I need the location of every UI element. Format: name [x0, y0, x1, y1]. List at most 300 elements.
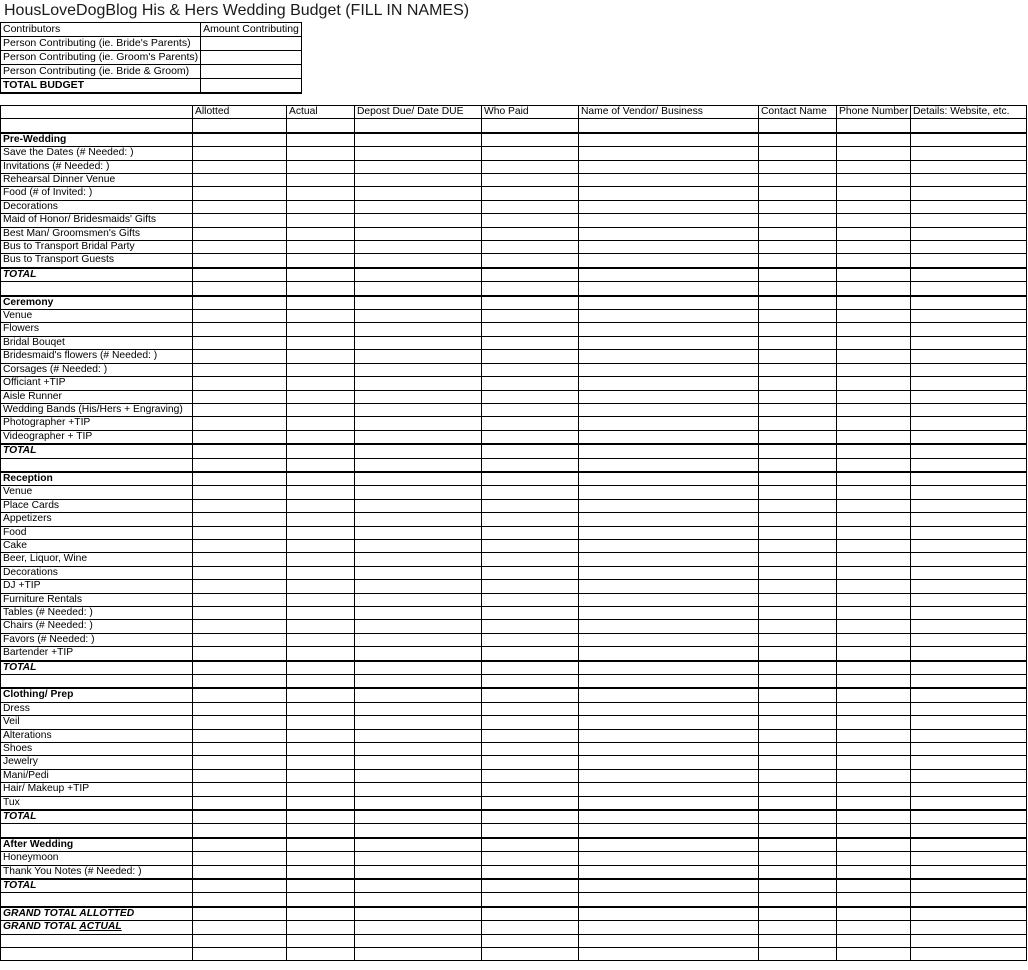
line-item-input-cell[interactable]: [355, 390, 482, 403]
line-item-input-cell[interactable]: [355, 553, 482, 566]
line-item-label[interactable]: Tux: [1, 796, 193, 810]
line-item-input-cell[interactable]: [193, 526, 287, 539]
line-item-input-cell[interactable]: [837, 633, 911, 646]
line-item-input-cell[interactable]: [579, 865, 759, 879]
line-item-input-cell[interactable]: [837, 363, 911, 376]
section-total-actual[interactable]: [287, 268, 355, 282]
line-item-input-cell[interactable]: [287, 647, 355, 661]
line-item-input-cell[interactable]: [193, 417, 287, 430]
line-item-input-cell[interactable]: [579, 539, 759, 552]
line-item-label[interactable]: Cake: [1, 539, 193, 552]
line-item-input-cell[interactable]: [193, 160, 287, 173]
line-item-input-cell[interactable]: [837, 187, 911, 200]
line-item-input-cell[interactable]: [579, 499, 759, 512]
line-item-input-cell[interactable]: [287, 513, 355, 526]
line-item-input-cell[interactable]: [193, 363, 287, 376]
line-item-input-cell[interactable]: [837, 430, 911, 444]
line-item-input-cell[interactable]: [837, 593, 911, 606]
line-item-input-cell[interactable]: [355, 241, 482, 254]
line-item-input-cell[interactable]: [355, 363, 482, 376]
line-item-input-cell[interactable]: [759, 254, 837, 268]
line-item-input-cell[interactable]: [482, 227, 579, 240]
line-item-input-cell[interactable]: [579, 417, 759, 430]
line-item-input-cell[interactable]: [837, 403, 911, 416]
line-item-input-cell[interactable]: [287, 620, 355, 633]
line-item-input-cell[interactable]: [355, 539, 482, 552]
line-item-input-cell[interactable]: [579, 377, 759, 390]
line-item-input-cell[interactable]: [287, 430, 355, 444]
line-item-input-cell[interactable]: [579, 513, 759, 526]
line-item-input-cell[interactable]: [911, 553, 1027, 566]
line-item-input-cell[interactable]: [287, 729, 355, 742]
line-item-input-cell[interactable]: [287, 743, 355, 756]
grand-total-allotted-value[interactable]: [193, 907, 287, 921]
line-item-input-cell[interactable]: [355, 377, 482, 390]
line-item-input-cell[interactable]: [759, 580, 837, 593]
line-item-label[interactable]: Appetizers: [1, 513, 193, 526]
line-item-input-cell[interactable]: [911, 865, 1027, 879]
line-item-input-cell[interactable]: [482, 716, 579, 729]
line-item-label[interactable]: Venue: [1, 486, 193, 499]
line-item-input-cell[interactable]: [482, 363, 579, 376]
line-item-input-cell[interactable]: [911, 743, 1027, 756]
line-item-input-cell[interactable]: [482, 147, 579, 160]
line-item-input-cell[interactable]: [837, 160, 911, 173]
line-item-input-cell[interactable]: [579, 729, 759, 742]
line-item-input-cell[interactable]: [482, 756, 579, 769]
line-item-input-cell[interactable]: [287, 783, 355, 796]
line-item-input-cell[interactable]: [837, 729, 911, 742]
line-item-input-cell[interactable]: [759, 526, 837, 539]
line-item-input-cell[interactable]: [759, 783, 837, 796]
line-item-input-cell[interactable]: [837, 526, 911, 539]
line-item-input-cell[interactable]: [482, 214, 579, 227]
line-item-input-cell[interactable]: [355, 606, 482, 619]
line-item-input-cell[interactable]: [759, 743, 837, 756]
line-item-input-cell[interactable]: [911, 729, 1027, 742]
line-item-input-cell[interactable]: [759, 200, 837, 213]
line-item-input-cell[interactable]: [355, 430, 482, 444]
line-item-input-cell[interactable]: [287, 553, 355, 566]
line-item-input-cell[interactable]: [759, 403, 837, 416]
line-item-input-cell[interactable]: [193, 606, 287, 619]
line-item-input-cell[interactable]: [193, 214, 287, 227]
line-item-input-cell[interactable]: [837, 310, 911, 323]
line-item-input-cell[interactable]: [837, 539, 911, 552]
line-item-input-cell[interactable]: [193, 227, 287, 240]
line-item-input-cell[interactable]: [287, 214, 355, 227]
line-item-input-cell[interactable]: [911, 160, 1027, 173]
line-item-input-cell[interactable]: [911, 430, 1027, 444]
line-item-input-cell[interactable]: [837, 796, 911, 810]
line-item-label[interactable]: Food (# of Invited: ): [1, 187, 193, 200]
line-item-input-cell[interactable]: [193, 241, 287, 254]
line-item-input-cell[interactable]: [355, 187, 482, 200]
line-item-label[interactable]: Wedding Bands (His/Hers + Engraving): [1, 403, 193, 416]
line-item-input-cell[interactable]: [759, 647, 837, 661]
line-item-input-cell[interactable]: [482, 729, 579, 742]
line-item-input-cell[interactable]: [482, 417, 579, 430]
line-item-input-cell[interactable]: [837, 852, 911, 865]
line-item-input-cell[interactable]: [579, 310, 759, 323]
line-item-input-cell[interactable]: [355, 227, 482, 240]
line-item-input-cell[interactable]: [579, 160, 759, 173]
section-total-actual[interactable]: [287, 879, 355, 893]
line-item-input-cell[interactable]: [579, 336, 759, 349]
line-item-input-cell[interactable]: [837, 336, 911, 349]
line-item-input-cell[interactable]: [911, 702, 1027, 715]
line-item-input-cell[interactable]: [193, 716, 287, 729]
line-item-input-cell[interactable]: [837, 580, 911, 593]
line-item-input-cell[interactable]: [482, 403, 579, 416]
line-item-input-cell[interactable]: [287, 865, 355, 879]
line-item-input-cell[interactable]: [193, 593, 287, 606]
line-item-input-cell[interactable]: [287, 363, 355, 376]
line-item-input-cell[interactable]: [355, 852, 482, 865]
grand-total-actual-allotted[interactable]: [193, 921, 287, 934]
line-item-input-cell[interactable]: [579, 390, 759, 403]
line-item-input-cell[interactable]: [837, 553, 911, 566]
line-item-input-cell[interactable]: [193, 486, 287, 499]
line-item-input-cell[interactable]: [579, 147, 759, 160]
line-item-input-cell[interactable]: [759, 486, 837, 499]
line-item-input-cell[interactable]: [193, 499, 287, 512]
line-item-input-cell[interactable]: [287, 486, 355, 499]
line-item-input-cell[interactable]: [355, 200, 482, 213]
line-item-input-cell[interactable]: [911, 526, 1027, 539]
line-item-input-cell[interactable]: [911, 323, 1027, 336]
line-item-input-cell[interactable]: [837, 769, 911, 782]
section-total-actual[interactable]: [287, 444, 355, 458]
line-item-input-cell[interactable]: [287, 336, 355, 349]
line-item-input-cell[interactable]: [482, 633, 579, 646]
line-item-label[interactable]: Dress: [1, 702, 193, 715]
line-item-input-cell[interactable]: [759, 852, 837, 865]
line-item-input-cell[interactable]: [911, 566, 1027, 579]
line-item-input-cell[interactable]: [837, 756, 911, 769]
line-item-input-cell[interactable]: [482, 647, 579, 661]
line-item-input-cell[interactable]: [759, 187, 837, 200]
line-item-input-cell[interactable]: [911, 350, 1027, 363]
line-item-input-cell[interactable]: [287, 390, 355, 403]
line-item-input-cell[interactable]: [355, 160, 482, 173]
line-item-input-cell[interactable]: [911, 783, 1027, 796]
line-item-input-cell[interactable]: [193, 729, 287, 742]
line-item-input-cell[interactable]: [287, 147, 355, 160]
line-item-input-cell[interactable]: [837, 417, 911, 430]
line-item-input-cell[interactable]: [759, 214, 837, 227]
line-item-input-cell[interactable]: [759, 417, 837, 430]
line-item-input-cell[interactable]: [579, 553, 759, 566]
line-item-label[interactable]: Hair/ Makeup +TIP: [1, 783, 193, 796]
line-item-input-cell[interactable]: [911, 852, 1027, 865]
line-item-input-cell[interactable]: [287, 769, 355, 782]
line-item-input-cell[interactable]: [911, 187, 1027, 200]
line-item-input-cell[interactable]: [911, 796, 1027, 810]
line-item-input-cell[interactable]: [287, 323, 355, 336]
line-item-input-cell[interactable]: [193, 200, 287, 213]
line-item-input-cell[interactable]: [355, 756, 482, 769]
line-item-input-cell[interactable]: [837, 200, 911, 213]
line-item-input-cell[interactable]: [911, 174, 1027, 187]
line-item-input-cell[interactable]: [355, 417, 482, 430]
line-item-label[interactable]: Chairs (# Needed: ): [1, 620, 193, 633]
line-item-input-cell[interactable]: [579, 241, 759, 254]
line-item-input-cell[interactable]: [193, 756, 287, 769]
line-item-input-cell[interactable]: [911, 363, 1027, 376]
line-item-input-cell[interactable]: [579, 174, 759, 187]
line-item-input-cell[interactable]: [911, 633, 1027, 646]
line-item-input-cell[interactable]: [482, 783, 579, 796]
line-item-input-cell[interactable]: [482, 323, 579, 336]
line-item-input-cell[interactable]: [759, 336, 837, 349]
line-item-input-cell[interactable]: [193, 852, 287, 865]
line-item-input-cell[interactable]: [759, 769, 837, 782]
line-item-input-cell[interactable]: [837, 513, 911, 526]
line-item-input-cell[interactable]: [579, 593, 759, 606]
section-total-allotted[interactable]: [193, 268, 287, 282]
line-item-input-cell[interactable]: [287, 633, 355, 646]
line-item-input-cell[interactable]: [193, 187, 287, 200]
line-item-input-cell[interactable]: [193, 647, 287, 661]
section-total-actual[interactable]: [287, 810, 355, 824]
line-item-input-cell[interactable]: [911, 417, 1027, 430]
line-item-label[interactable]: Bridal Bouqet: [1, 336, 193, 349]
section-total-allotted[interactable]: [193, 879, 287, 893]
line-item-label[interactable]: Food: [1, 526, 193, 539]
line-item-input-cell[interactable]: [287, 377, 355, 390]
line-item-input-cell[interactable]: [355, 647, 482, 661]
line-item-input-cell[interactable]: [579, 350, 759, 363]
line-item-input-cell[interactable]: [287, 310, 355, 323]
line-item-input-cell[interactable]: [287, 350, 355, 363]
grand-total-allotted-actual[interactable]: [287, 907, 355, 921]
line-item-label[interactable]: Thank You Notes (# Needed: ): [1, 865, 193, 879]
line-item-input-cell[interactable]: [355, 254, 482, 268]
line-item-input-cell[interactable]: [482, 336, 579, 349]
line-item-input-cell[interactable]: [482, 200, 579, 213]
line-item-input-cell[interactable]: [355, 147, 482, 160]
line-item-input-cell[interactable]: [759, 702, 837, 715]
line-item-input-cell[interactable]: [837, 620, 911, 633]
line-item-input-cell[interactable]: [193, 702, 287, 715]
line-item-input-cell[interactable]: [355, 865, 482, 879]
line-item-input-cell[interactable]: [287, 756, 355, 769]
line-item-input-cell[interactable]: [482, 350, 579, 363]
line-item-input-cell[interactable]: [911, 254, 1027, 268]
line-item-label[interactable]: Bridesmaid's flowers (# Needed: ): [1, 350, 193, 363]
line-item-input-cell[interactable]: [759, 227, 837, 240]
line-item-input-cell[interactable]: [759, 593, 837, 606]
line-item-label[interactable]: Best Man/ Groomsmen's Gifts: [1, 227, 193, 240]
line-item-input-cell[interactable]: [911, 377, 1027, 390]
line-item-input-cell[interactable]: [837, 350, 911, 363]
line-item-label[interactable]: Place Cards: [1, 499, 193, 512]
line-item-label[interactable]: Maid of Honor/ Bridesmaids' Gifts: [1, 214, 193, 227]
contributor-label-cell[interactable]: Person Contributing (ie. Groom's Parents): [1, 51, 201, 65]
line-item-label[interactable]: Mani/Pedi: [1, 769, 193, 782]
line-item-input-cell[interactable]: [837, 702, 911, 715]
line-item-input-cell[interactable]: [482, 769, 579, 782]
line-item-input-cell[interactable]: [355, 566, 482, 579]
line-item-label[interactable]: Save the Dates (# Needed: ): [1, 147, 193, 160]
line-item-input-cell[interactable]: [579, 633, 759, 646]
line-item-input-cell[interactable]: [759, 174, 837, 187]
line-item-input-cell[interactable]: [355, 729, 482, 742]
line-item-input-cell[interactable]: [759, 729, 837, 742]
line-item-input-cell[interactable]: [193, 553, 287, 566]
line-item-input-cell[interactable]: [837, 566, 911, 579]
contributor-amount-cell[interactable]: [201, 51, 302, 65]
line-item-label[interactable]: Videographer + TIP: [1, 430, 193, 444]
line-item-input-cell[interactable]: [911, 403, 1027, 416]
line-item-input-cell[interactable]: [579, 254, 759, 268]
line-item-input-cell[interactable]: [911, 716, 1027, 729]
line-item-input-cell[interactable]: [482, 377, 579, 390]
line-item-input-cell[interactable]: [287, 160, 355, 173]
line-item-input-cell[interactable]: [579, 214, 759, 227]
line-item-input-cell[interactable]: [759, 160, 837, 173]
line-item-input-cell[interactable]: [287, 200, 355, 213]
line-item-input-cell[interactable]: [482, 743, 579, 756]
line-item-label[interactable]: Furniture Rentals: [1, 593, 193, 606]
line-item-input-cell[interactable]: [911, 539, 1027, 552]
line-item-input-cell[interactable]: [482, 513, 579, 526]
line-item-input-cell[interactable]: [355, 796, 482, 810]
line-item-input-cell[interactable]: [837, 647, 911, 661]
section-total-allotted[interactable]: [193, 810, 287, 824]
line-item-input-cell[interactable]: [759, 323, 837, 336]
line-item-input-cell[interactable]: [482, 499, 579, 512]
line-item-input-cell[interactable]: [911, 769, 1027, 782]
line-item-input-cell[interactable]: [837, 227, 911, 240]
line-item-input-cell[interactable]: [355, 743, 482, 756]
line-item-input-cell[interactable]: [482, 254, 579, 268]
line-item-input-cell[interactable]: [355, 783, 482, 796]
line-item-input-cell[interactable]: [482, 430, 579, 444]
line-item-input-cell[interactable]: [911, 486, 1027, 499]
line-item-input-cell[interactable]: [355, 499, 482, 512]
line-item-label[interactable]: Officiant +TIP: [1, 377, 193, 390]
line-item-input-cell[interactable]: [482, 187, 579, 200]
line-item-input-cell[interactable]: [579, 403, 759, 416]
line-item-input-cell[interactable]: [759, 756, 837, 769]
line-item-input-cell[interactable]: [579, 852, 759, 865]
line-item-input-cell[interactable]: [287, 852, 355, 865]
line-item-input-cell[interactable]: [759, 633, 837, 646]
line-item-input-cell[interactable]: [579, 566, 759, 579]
line-item-input-cell[interactable]: [759, 350, 837, 363]
line-item-input-cell[interactable]: [193, 310, 287, 323]
line-item-input-cell[interactable]: [287, 187, 355, 200]
line-item-input-cell[interactable]: [759, 363, 837, 376]
line-item-label[interactable]: Decorations: [1, 200, 193, 213]
line-item-input-cell[interactable]: [355, 526, 482, 539]
line-item-input-cell[interactable]: [579, 580, 759, 593]
line-item-input-cell[interactable]: [482, 865, 579, 879]
line-item-input-cell[interactable]: [287, 796, 355, 810]
line-item-input-cell[interactable]: [193, 513, 287, 526]
line-item-input-cell[interactable]: [355, 620, 482, 633]
line-item-input-cell[interactable]: [482, 486, 579, 499]
line-item-input-cell[interactable]: [911, 390, 1027, 403]
line-item-input-cell[interactable]: [911, 310, 1027, 323]
line-item-input-cell[interactable]: [355, 593, 482, 606]
line-item-input-cell[interactable]: [193, 539, 287, 552]
line-item-input-cell[interactable]: [193, 377, 287, 390]
line-item-input-cell[interactable]: [355, 310, 482, 323]
line-item-input-cell[interactable]: [911, 580, 1027, 593]
line-item-input-cell[interactable]: [287, 241, 355, 254]
line-item-input-cell[interactable]: [911, 620, 1027, 633]
line-item-input-cell[interactable]: [759, 241, 837, 254]
line-item-input-cell[interactable]: [579, 187, 759, 200]
line-item-input-cell[interactable]: [759, 539, 837, 552]
line-item-input-cell[interactable]: [287, 417, 355, 430]
line-item-input-cell[interactable]: [355, 403, 482, 416]
line-item-input-cell[interactable]: [482, 796, 579, 810]
line-item-input-cell[interactable]: [759, 310, 837, 323]
line-item-input-cell[interactable]: [482, 593, 579, 606]
line-item-input-cell[interactable]: [482, 241, 579, 254]
line-item-input-cell[interactable]: [911, 647, 1027, 661]
line-item-input-cell[interactable]: [193, 580, 287, 593]
line-item-label[interactable]: Rehearsal Dinner Venue: [1, 174, 193, 187]
line-item-label[interactable]: Aisle Runner: [1, 390, 193, 403]
line-item-input-cell[interactable]: [193, 323, 287, 336]
line-item-input-cell[interactable]: [837, 214, 911, 227]
line-item-input-cell[interactable]: [759, 865, 837, 879]
line-item-input-cell[interactable]: [355, 214, 482, 227]
line-item-input-cell[interactable]: [759, 377, 837, 390]
line-item-input-cell[interactable]: [482, 539, 579, 552]
line-item-label[interactable]: Photographer +TIP: [1, 417, 193, 430]
line-item-input-cell[interactable]: [759, 390, 837, 403]
line-item-input-cell[interactable]: [837, 390, 911, 403]
line-item-input-cell[interactable]: [193, 796, 287, 810]
line-item-label[interactable]: Invitations (# Needed: ): [1, 160, 193, 173]
line-item-input-cell[interactable]: [355, 323, 482, 336]
line-item-input-cell[interactable]: [193, 403, 287, 416]
line-item-input-cell[interactable]: [579, 756, 759, 769]
line-item-input-cell[interactable]: [911, 336, 1027, 349]
line-item-input-cell[interactable]: [193, 390, 287, 403]
line-item-input-cell[interactable]: [837, 254, 911, 268]
total-budget-amount-cell[interactable]: [201, 79, 302, 94]
line-item-input-cell[interactable]: [579, 647, 759, 661]
line-item-input-cell[interactable]: [287, 174, 355, 187]
line-item-input-cell[interactable]: [355, 350, 482, 363]
line-item-input-cell[interactable]: [193, 336, 287, 349]
line-item-input-cell[interactable]: [287, 526, 355, 539]
line-item-input-cell[interactable]: [355, 769, 482, 782]
line-item-label[interactable]: Veil: [1, 716, 193, 729]
contributor-amount-cell[interactable]: [201, 37, 302, 51]
line-item-input-cell[interactable]: [287, 593, 355, 606]
line-item-input-cell[interactable]: [193, 147, 287, 160]
line-item-input-cell[interactable]: [287, 539, 355, 552]
line-item-input-cell[interactable]: [579, 796, 759, 810]
line-item-input-cell[interactable]: [837, 174, 911, 187]
line-item-input-cell[interactable]: [579, 227, 759, 240]
line-item-label[interactable]: Favors (# Needed: ): [1, 633, 193, 646]
line-item-input-cell[interactable]: [759, 513, 837, 526]
line-item-input-cell[interactable]: [579, 200, 759, 213]
line-item-label[interactable]: Honeymoon: [1, 852, 193, 865]
line-item-input-cell[interactable]: [193, 430, 287, 444]
line-item-input-cell[interactable]: [287, 580, 355, 593]
line-item-label[interactable]: Flowers: [1, 323, 193, 336]
